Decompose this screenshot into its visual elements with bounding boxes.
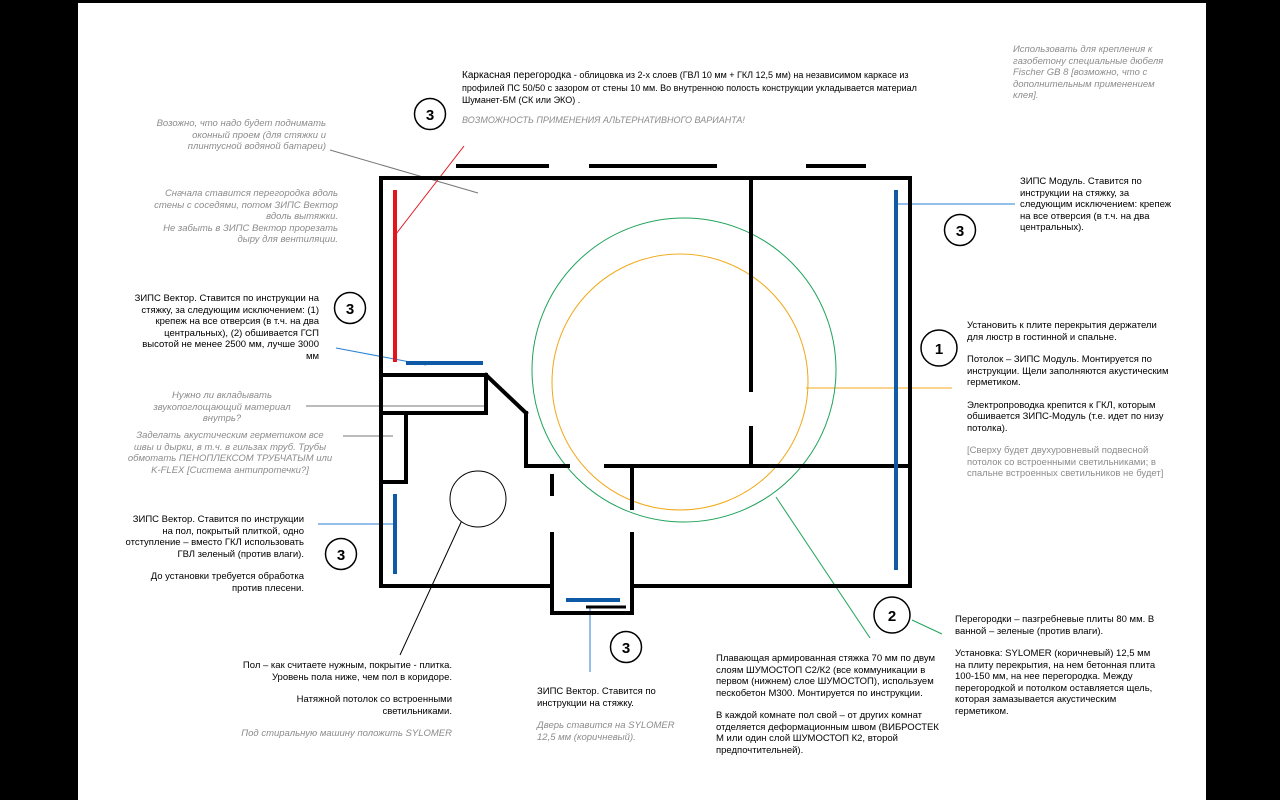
order-note-p1: Сначала ставится перегородка вдоль стены с соседями, потом ЗИПС Вектор вдоль вытяжки. <box>154 188 338 222</box>
ceiling-note-p1: Установить к плите перекрытия держатели для люстр в гостинной и спальне. <box>967 320 1157 343</box>
insulation-note: Нужно ли вкладывать звукопоглощающий материал внутрь? <box>153 390 291 424</box>
bath-floor-note-p2: Натяжной потолок со встроенными светильниками. <box>296 694 452 717</box>
partition-note-title: Каркасная перегородка <box>462 70 572 81</box>
fischer-note: Использовать для крепления к газобетону специальные дюбеля Fischer GB 8 [возможно, что с дополнительным применением клея]. <box>1013 44 1164 101</box>
marker-7-label: 3 <box>621 640 631 657</box>
marker-5 <box>326 539 357 570</box>
sealant-note: Заделать акустическим герметиком все швы и дырки, в т.ч. в гильзах труб. Трубы обмотать ПЕНОПЛЕКСОМ ТРУБЧАТЫМ или K-FLEX [Система антипротечки?] <box>127 430 333 476</box>
partitions-note <box>955 614 1161 717</box>
order-note-p2: Не забыть в ЗИПС Вектор прорезать дыру для вентиляции. <box>163 222 338 245</box>
partition-note-alt: ВОЗМОЖНОСТЬ ПРИМЕНЕНИЯ АЛЬТЕРНАТИВНОГО ВАРИАНТА! <box>462 115 745 125</box>
ceiling-zone-green <box>532 218 836 522</box>
ceiling-note-p2: Потолок – ЗИПС Модуль. Монтируется по инструкции. Щели заполняются акустическим герметиком. <box>967 354 1169 388</box>
door-note-p2: Дверь ставится на SYLOMER 12,5 мм (коричневый). <box>537 720 675 743</box>
marker-2-label: 3 <box>955 223 965 240</box>
screed-note-p1: Плавающая армированная стяжка 70 мм по двум слоям ШУМОСТОП С2/К2 (все коммуникации в первом (нижнем) слое ШУМОСТОП), используем пескобетон М300. Монтируется по инструкции. <box>716 653 936 699</box>
vector-wall-note: ЗИПС Вектор. Ставится по инструкции на стяжку, за следующим исключением: (1) крепеж на все отверсия (в т.ч. на два центральных), (2) обшивается ГСП высотой не менее 2500 мм, лучше 3000 мм <box>134 293 319 362</box>
partition-note-text: - облицовка из 2-х слоев (ГВЛ 10 мм + ГКЛ 12,5 мм) на независимом каркасе из профилей ПС 50/50 с зазором от стены 10 мм. Во внутренною полость конструкции укладывается материал Шуманет-БМ (СК или ЭКО) . <box>462 70 917 105</box>
module-wall-note: ЗИПС Модуль. Ставится по инструкции на стяжку, за следующим исключением: крепеж на все отверсия (в т.ч. на два центральных). <box>1020 176 1172 233</box>
order-note <box>146 188 338 246</box>
ceiling-note-p4: [Сверху будет двухуровневый подвесной потолок со встроенными светильниками; в спальне встроенных светильников не будет] <box>967 445 1164 479</box>
leader-screed <box>776 497 870 638</box>
bath-wall-note-p2: До установки требуется обработка против плесени. <box>150 571 304 594</box>
bath-floor-note <box>206 660 452 740</box>
ceiling-note-p3: Электропроводка крепится к ГКЛ, которым обшивается ЗИПС-Модуль (т.е. идет по низу потолка). <box>967 399 1164 434</box>
marker-3 <box>335 293 366 324</box>
marker-7 <box>611 632 642 663</box>
bath-floor-note-p3: Под стиральную машину положить SYLOMER <box>241 728 452 739</box>
marker-6 <box>874 597 910 633</box>
partitions-note-p2: Установка: SYLOMER (коричневый) 12,5 мм на плиту перекрытия, на нем бетонная плита 100-150 мм, на нее перегородка. Между перегородкой и потолком оставляется щель, которая замазывается акустическим герметиком. <box>955 648 1156 717</box>
bath-floor-note-p1: Пол – как считаете нужным, покрытие - плитка. Уровень пола ниже, чем пол в коридоре. <box>242 660 452 683</box>
marker-1 <box>415 99 446 130</box>
bath-wall-note <box>124 514 304 594</box>
marker-4-label: 1 <box>934 341 944 358</box>
partition-note <box>462 69 940 126</box>
screed-note <box>716 653 946 756</box>
leader-partitions <box>912 620 942 634</box>
ceiling-note <box>967 320 1175 480</box>
ceiling-zone-orange <box>552 254 808 510</box>
partitions-note-p1: Перегородки – пазгребневые плиты 80 мм. В ванной – зеленые (против влаги). <box>955 614 1155 637</box>
marker-5-label: 3 <box>336 547 346 564</box>
marker-3-label: 3 <box>345 301 355 318</box>
door-note-p1: ЗИПС Вектор. Ставится по инструкции на стяжку. <box>537 686 656 709</box>
marker-2 <box>945 215 976 246</box>
screed-note-p2: В каждой комнате пол свой – от других комнат отделяется деформационным швом (ВИБРОСТЕК М или один слой ШУМОСТОП К2, второй предпочтительней). <box>716 710 939 756</box>
door-note <box>537 686 679 743</box>
bathroom-circle <box>450 471 506 527</box>
marker-4 <box>921 330 957 366</box>
leader-partition-red <box>396 146 464 234</box>
bath-wall-note-p1: ЗИПС Вектор. Ставится по инструкции на пол, покрытый плиткой, одно отступление – вместо ГКЛ использовать ГВЛ зеленый (против влаги). <box>125 514 304 560</box>
window-note: Возожно, что надо будет поднимать оконный проем (для стяжки и плинтусной водяной батареи) <box>156 118 326 152</box>
walls <box>381 178 910 613</box>
marker-1-label: 3 <box>425 107 435 124</box>
marker-6-label: 2 <box>887 608 897 625</box>
